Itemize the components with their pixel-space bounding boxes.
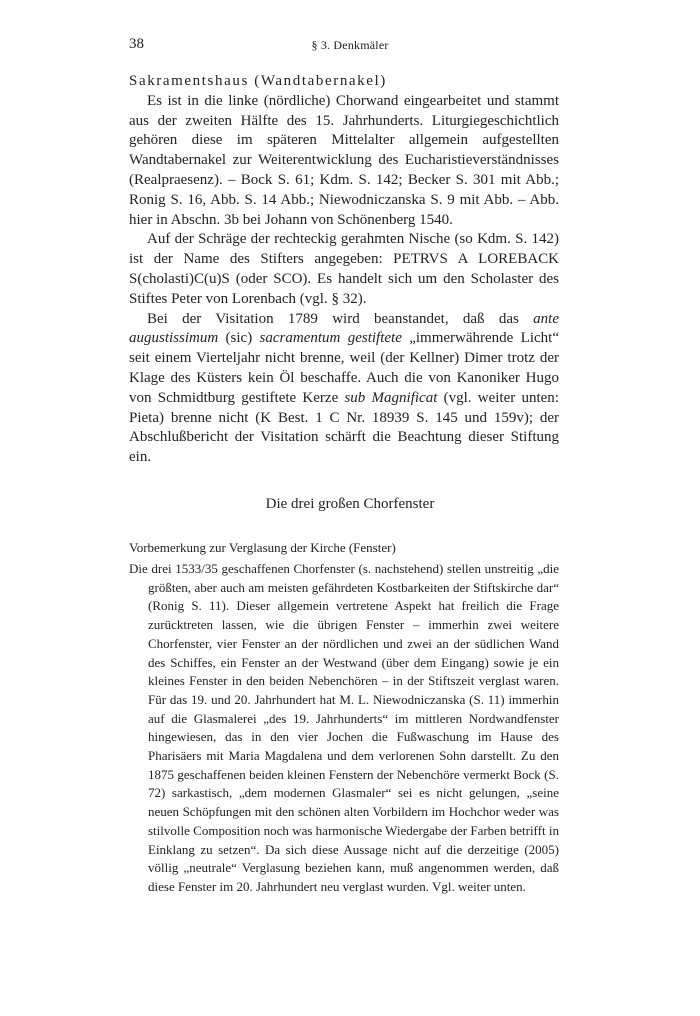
paragraph-2: Auf der Schräge der rechteckig gerahmten Nische (so Kdm. S. 142) ist der Name des Stifters angegeben: PETRVS A LOREBACK S(cholasti)C(u)S (oder SCO). Es handelt sich um den Scholaster des Stiftes Peter von Lorenbach (vgl. § 32). xyxy=(129,231,559,307)
latin-phrase-1: ante augustissimum xyxy=(129,310,559,347)
prelim-text xyxy=(129,560,559,897)
prelim-paragraph: Die drei 1533/35 geschaffenen Chorfenster (s. nachstehend) stellen unstreitig „die größten, aber auch am meisten gefährdeten Kostbarkeiten der Stiftskirche dar“ (Ronig S. 11). Dieser allgemein vertretene Aspekt hat freilich die Frage zurücktreten lassen, wie die übrigen Fenster – immerhin zwei weitere Chorfenster, vier Fenster an der nördlichen und zwei an der südlichen Wand des Schiffes, ein Fenster an der Westwand (über dem Eingang) sowie je ein kleines Fenster in den beiden Nebenchören – in der Stiftszeit verglast waren. Für das 19. und 20. Jahrhundert hat M. L. Niewodniczanska (S. 11) immerhin auf die Glasmalerei „des 19. Jahrhunderts“ im mittleren Nordwandfenster hingewiesen, das in den vier Jochen die Fußwaschung im Hause des Pharisäers mit Maria Magdalena und dem verlorenen Sohn darstellt. Zu den 1875 geschaffenen beiden kleinen Fenstern der Nebenchöre vermerkt Bock (S. 72) sarkastisch, „dem modernen Glasmaler“ sei es nicht gelungen, „seine neuen Schöpfungen mit den schönen alten Vorbildern im Hochchor weder was stilvolle Composition noch was harmonische Wiedergabe der Farben betrifft in Einklang zu setzen“. Da sich diese Aussage nicht auf die derzeitige (2005) völlig „neutrale“ Verglasung beziehen kann, muß angenommen werden, daß diese Fenster im 20. Jahrhundert neu verglast wurden. Vgl. weiter unten. xyxy=(129,561,559,894)
section-heading-sakramentshaus: Sakramentshaus (Wandtabernakel) xyxy=(129,73,387,89)
paragraph-3-text-a: Bei der Visitation 1789 wird beanstandet, daß das xyxy=(147,310,534,327)
prelim-heading: Vorbemerkung zur Verglasung der Kirche (Fenster) xyxy=(129,540,396,555)
paragraph-3-text-d: (vgl. weiter unten: Pieta) brenne nicht (K Best. 1 C Nr. 18939 S. 145 und 159v); der Abschlußbericht der Visitation schärft die Beachtung dieser Stiftung ein. xyxy=(129,389,559,466)
paragraph-3-text-b: (sic) xyxy=(218,330,260,347)
latin-phrase-3: sub Magnificat xyxy=(344,389,438,406)
main-text-block xyxy=(129,72,559,468)
paragraph-3-text-c: „immerwährende Licht“ seit einem Vierteljahr nicht brenne, weil (der Kellner) Dimer trotz der Klage des Küsters kein Öl beschaffe. Auch die von Kanoniker Hugo von Schmidtburg gestiftete Kerze xyxy=(129,330,559,406)
paragraph-3 xyxy=(129,310,559,468)
paragraph-1: Es ist in die linke (nördliche) Chorwand eingearbeitet und stammt aus der zweiten Hälfte des 15. Jahrhunderts. Liturgiegeschichtlich gehören diese im späteren Mittelalter allgemein aufgestellten Wandtabernakel zur Weiterentwicklung des Eucharistieverständnisses (Realpraesenz). – Bock S. 61; Kdm. S. 142; Becker S. 301 mit Abb.; Ronig S. 16, Abb. S. 14 Abb.; Niewodniczanska S. 9 mit Abb. – Abb. hier in Abschn. 3b bei Johann von Schönenberg 1540. xyxy=(129,92,559,228)
latin-phrase-2: sacramentum gestiftete xyxy=(259,330,402,347)
running-head: § 3. Denkmäler xyxy=(311,38,389,52)
page-number: 38 xyxy=(129,36,144,52)
section-title-chorfenster: Die drei großen Chorfenster xyxy=(265,496,435,512)
